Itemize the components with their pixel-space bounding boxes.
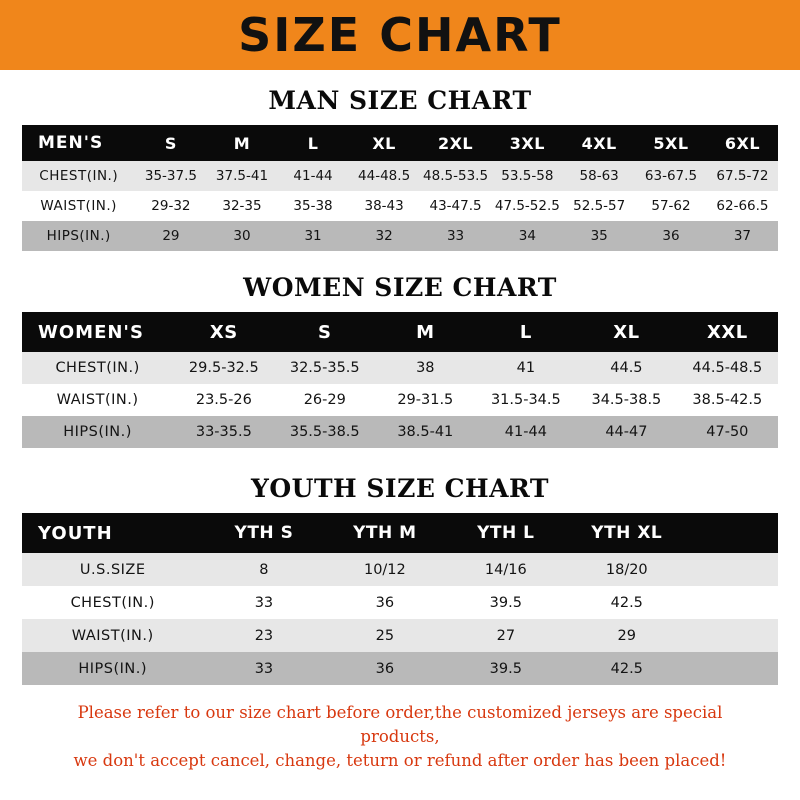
youth-cell: 42.5 (610, 594, 643, 611)
youth-cell: 39.5 (489, 660, 522, 677)
women-cell: 44.5 (610, 360, 643, 376)
women-size-table (22, 312, 778, 448)
man-cell: 43-47.5 (429, 198, 482, 214)
youth-header-cell: YTH XL (591, 523, 663, 543)
table-row (22, 384, 778, 416)
youth-cell: 33 (254, 660, 274, 677)
man-cell: 29 (162, 228, 180, 244)
youth-cell: 27 (496, 627, 516, 644)
man-cell: 35-38 (293, 198, 333, 214)
table-row (22, 221, 778, 251)
policy-note-line-2: we don't accept cancel, change, teturn or refund after order has been placed! (73, 750, 727, 770)
women-cell: 29.5-32.5 (188, 360, 259, 376)
man-cell: 32 (375, 228, 393, 244)
youth-row-label: CHEST(IN.) (70, 594, 155, 611)
table-row (22, 619, 778, 652)
youth-cell: 8 (259, 561, 269, 578)
women-cell: 38.5-42.5 (692, 392, 763, 408)
man-cell: 44-48.5 (358, 168, 411, 184)
youth-cell-spacer (687, 586, 778, 619)
man-header-cell: MEN'S (38, 133, 104, 153)
man-cell: 30 (233, 228, 251, 244)
youth-size-table (22, 513, 778, 685)
youth-row-label: HIPS(IN.) (78, 660, 148, 677)
women-row-label: HIPS(IN.) (63, 424, 132, 440)
man-cell: 58-63 (579, 168, 619, 184)
man-cell: 48.5-53.5 (423, 168, 489, 184)
header-banner (0, 0, 800, 70)
women-header-cell: XL (613, 321, 640, 343)
man-header-cell: 4XL (581, 133, 617, 153)
page-title: SIZE CHART (238, 8, 562, 62)
women-table-header-row (22, 312, 778, 352)
table-row (22, 652, 778, 685)
women-cell: 26-29 (303, 392, 346, 408)
man-header-cell: XL (372, 133, 396, 153)
youth-section-title: YOUTH SIZE CHART (251, 474, 549, 503)
youth-cell: 14/16 (484, 561, 527, 578)
man-cell: 37.5-41 (215, 168, 269, 184)
man-cell: 53.5-58 (501, 168, 554, 184)
youth-cell: 29 (617, 627, 636, 644)
man-cell: 36 (662, 228, 680, 244)
youth-cell-spacer (687, 619, 778, 652)
women-cell: 47-50 (706, 424, 749, 440)
women-cell: 38.5-41 (397, 424, 454, 440)
youth-cell: 39.5 (489, 594, 522, 611)
man-header-cell: 2XL (437, 133, 474, 153)
man-cell: 34 (518, 228, 536, 244)
youth-cell-spacer (687, 553, 778, 586)
youth-cell: 18/20 (605, 561, 648, 578)
table-row (22, 586, 778, 619)
youth-header-cell: YTH M (353, 523, 417, 543)
women-cell: 35.5-38.5 (289, 424, 360, 440)
man-row-label: HIPS(IN.) (46, 228, 111, 244)
women-cell: 23.5-26 (195, 392, 252, 408)
youth-header-cell: YTH L (477, 523, 535, 543)
man-cell: 41-44 (293, 168, 333, 184)
man-cell: 38-43 (364, 198, 404, 214)
women-section-title: WOMEN SIZE CHART (243, 273, 557, 302)
man-cell: 33 (446, 228, 465, 244)
policy-note (22, 701, 778, 773)
youth-cell: 36 (375, 594, 395, 611)
women-row-label: WAIST(IN.) (56, 392, 139, 408)
women-cell: 38 (416, 360, 435, 376)
man-cell: 35 (590, 228, 608, 244)
youth-header-cell: YTH S (234, 523, 294, 543)
women-header-cell: WOMEN'S (38, 321, 144, 343)
youth-cell-spacer (687, 652, 778, 685)
youth-row-label: WAIST(IN.) (71, 627, 154, 644)
man-header-cell: M (233, 133, 251, 153)
man-header-cell: L (307, 133, 319, 153)
youth-table-header-row (22, 513, 778, 553)
women-cell: 44-47 (605, 424, 648, 440)
youth-header-spacer (687, 513, 778, 553)
table-row (22, 161, 778, 191)
man-cell: 67.5-72 (716, 168, 769, 184)
table-row (22, 352, 778, 384)
man-size-table (22, 125, 778, 251)
man-section-title: MAN SIZE CHART (268, 86, 532, 115)
women-header-cell: XS (209, 321, 238, 343)
table-row (22, 191, 778, 221)
youth-header-cell: YOUTH (38, 522, 113, 544)
man-header-cell: S (164, 133, 177, 153)
man-cell: 37 (733, 228, 752, 244)
man-cell: 29-32 (151, 198, 191, 214)
women-cell: 44.5-48.5 (692, 360, 763, 376)
women-cell: 41-44 (504, 424, 547, 440)
women-row-label: CHEST(IN.) (55, 360, 140, 376)
women-header-cell: L (519, 321, 532, 343)
man-cell: 52.5-57 (573, 198, 626, 214)
policy-note-line-1: Please refer to our size chart before order,the customized jerseys are special products, (77, 703, 723, 746)
man-table-header-row (22, 125, 778, 161)
youth-cell: 25 (375, 627, 395, 644)
man-cell: 32-35 (222, 198, 262, 214)
man-cell: 47.5-52.5 (494, 198, 560, 214)
man-cell: 31 (304, 228, 322, 244)
youth-cell: 10/12 (363, 561, 406, 578)
man-cell: 62-66.5 (716, 198, 769, 214)
women-cell: 34.5-38.5 (591, 392, 662, 408)
table-row (22, 553, 778, 586)
women-cell: 32.5-35.5 (289, 360, 360, 376)
women-cell: 33-35.5 (195, 424, 252, 440)
youth-cell: 23 (254, 627, 274, 644)
man-cell: 57-62 (651, 198, 691, 214)
man-header-cell: 3XL (509, 133, 545, 153)
table-row (22, 416, 778, 448)
women-cell: 41 (516, 360, 536, 376)
youth-cell: 36 (375, 660, 395, 677)
man-row-label: WAIST(IN.) (40, 198, 117, 214)
content-area (0, 86, 800, 773)
man-header-cell: 6XL (724, 133, 761, 153)
women-header-cell: XXL (706, 321, 748, 343)
man-cell: 35-37.5 (144, 168, 197, 184)
man-cell: 63-67.5 (644, 168, 698, 184)
women-cell: 31.5-34.5 (490, 392, 561, 408)
youth-row-label: U.S.SIZE (79, 561, 146, 578)
women-header-cell: S (318, 321, 332, 343)
women-header-cell: M (416, 321, 435, 343)
youth-cell: 33 (254, 594, 274, 611)
man-header-cell: 5XL (653, 133, 689, 153)
women-cell: 29-31.5 (397, 392, 454, 408)
youth-cell: 42.5 (610, 660, 643, 677)
man-row-label: CHEST(IN.) (39, 168, 119, 184)
